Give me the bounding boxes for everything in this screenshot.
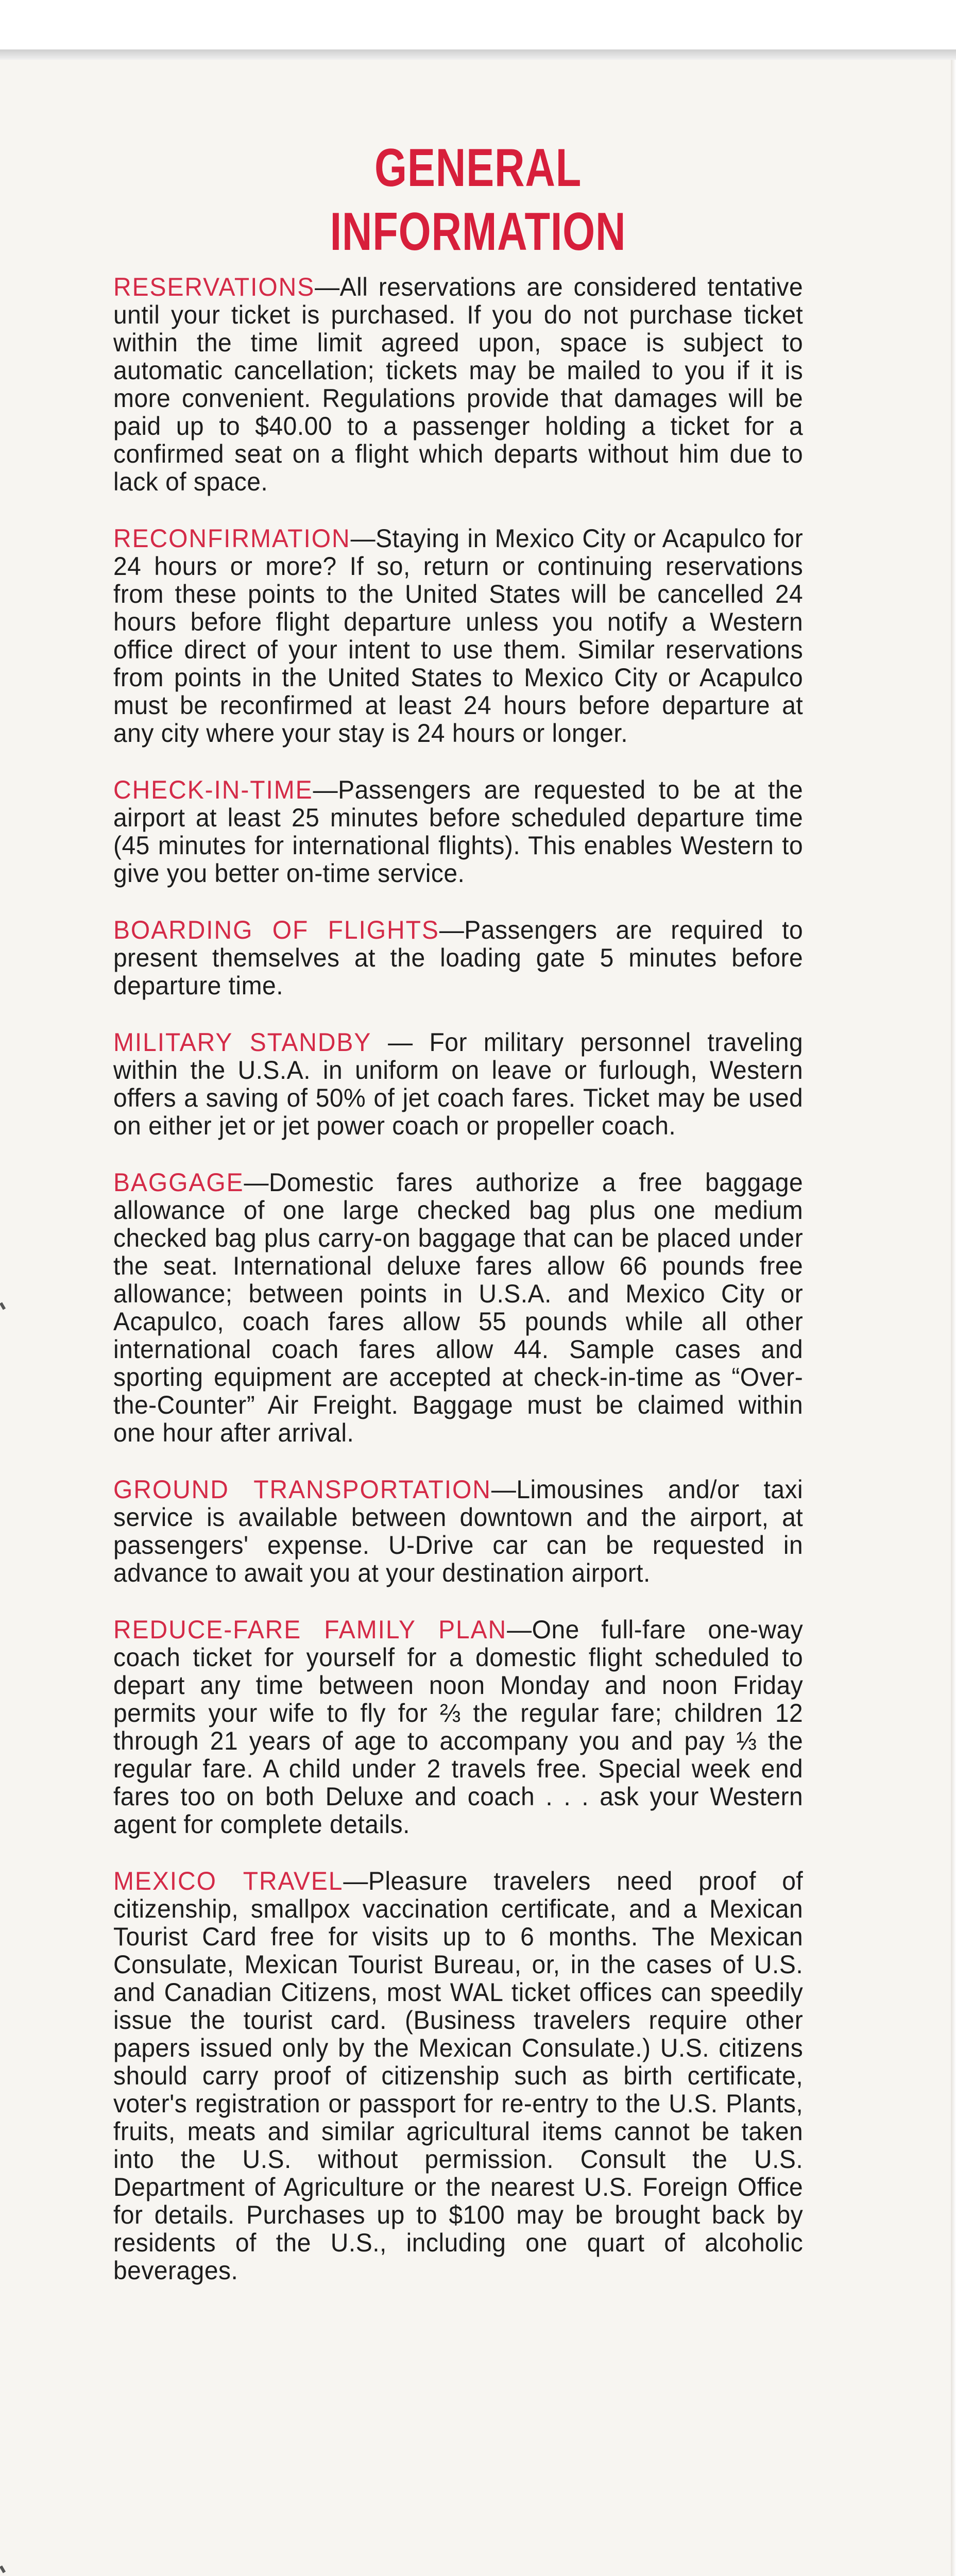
section-body: —Pleasure travelers need proof of citizenship, smallpox vaccination certificate, and a Mexican Tourist Card free for visits up to 6 months. The Mexican Consulate, Mexican Tourist Bureau, or, in the cases of U.S. and Canadian Citizens, most WAL ticket offices can speedily issue the tourist card. (Business travelers require other papers issued only by the Mexican Consulate.) U.S. citizens should carry proof of citizenship such as birth certificate, voter's registration or passport for re-entry to the U.S. Plants, fruits, meats and similar agricultural items cannot be taken into the U.S. without permission. Consult the U.S. Department of Agriculture or the nearest U.S. Foreign Office for details. Purchases up to $100 may be brought back by residents of the U.S., including one quart of alcoholic beverages.: [113, 1867, 804, 2285]
section-body: —Passengers are required to present themselves at the loading gate 5 minutes before departure time.: [113, 916, 804, 1000]
section-reconfirmation: [113, 524, 803, 747]
section-heading: BAGGAGE: [113, 1168, 244, 1197]
section-mexico-travel: [113, 1867, 803, 2284]
section-body: —All reservations are considered tentative until your ticket is purchased. If you do not purchase ticket within the time limit agreed upon, space is subject to automatic cancellation; tickets may be mailed to you if it is more convenient. Regulations provide that damages will be paid up to $40.00 to a passenger holding a ticket for a confirmed seat on a flight which departs without him due to lack of space.: [113, 273, 804, 496]
section-heading: RECONFIRMATION: [113, 524, 351, 553]
section-body: —Staying in Mexico City or Acapulco for 24 hours or more? If so, return or continuing reservations from these points to the United States will be cancelled 24 hours before flight departure unless you notify a Western office direct of your intent to use them. Similar reservations from points in the United States to Mexico City or Acapulco must be reconfirmed at least 24 hours before departure at any city where your stay is 24 hours or longer.: [113, 524, 804, 748]
section-reservations: [113, 273, 803, 496]
section-heading: BOARDING OF FLIGHTS: [113, 916, 439, 944]
section-heading: GROUND TRANSPORTATION: [113, 1475, 491, 1504]
section-heading: MILITARY STANDBY: [113, 1028, 372, 1057]
page-right-edge: [951, 60, 956, 2576]
page-top-margin: [0, 0, 956, 56]
section-boarding-of-flights: [113, 916, 803, 999]
section-heading: REDUCE-FARE FAMILY PLAN: [113, 1615, 507, 1644]
info-sections: [113, 273, 804, 2313]
section-body: —Domestic fares authorize a free baggage allowance of one large checked bag plus one medium checked bag plus carry-on baggage that can be placed under the seat. International deluxe fares allow 66 pounds free allowance; between points in U.S.A. and Mexico City or Acapulco, coach fares allow 55 pounds while all other international coach fares allow 44. Sample cases and sporting equipment are accepted at check-in-time as “Over-the-Counter” Air Freight. Baggage must be claimed within one hour after arrival.: [113, 1168, 804, 1447]
section-body: —One full-fare one-way coach ticket for yourself for a domestic flight scheduled to depart any time between noon Monday and noon Friday permits your wife to fly for ⅔ the regular fare; children 12 through 21 years of age to accompany you and pay ⅓ the regular fare. A child under 2 travels free. Special week end fares too on both Deluxe and coach . . . ask your Western agent for complete details.: [113, 1615, 804, 1839]
section-body: — For military personnel traveling within the U.S.A. in uniform on leave or furlough, Western offers a saving of 50% of jet coach fares. Ticket may be used on either jet or jet power coach or propeller coach.: [113, 1028, 804, 1140]
page-title-line-1: GENERAL: [374, 138, 582, 198]
page-edge-shadow: [0, 49, 956, 61]
section-heading: MEXICO TRAVEL: [113, 1867, 344, 1895]
section-body: —Passengers are requested to be at the airport at least 25 minutes before scheduled departure time (45 minutes for international flights). This enables Western to give you better on-time service.: [113, 775, 804, 888]
section-check-in-time: [113, 776, 803, 887]
section-ground-transportation: [113, 1476, 803, 1587]
section-body: —Limousines and/or taxi service is available between downtown and the airport, at passengers' expense. U-Drive car can be requested in advance to await you at your destination airport.: [113, 1475, 804, 1587]
section-heading: CHECK-IN-TIME: [113, 775, 313, 804]
section-heading: RESERVATIONS: [113, 273, 315, 301]
section-military-standby: [113, 1028, 803, 1140]
section-baggage: [113, 1168, 803, 1447]
section-reduce-fare-family-plan: [113, 1616, 803, 1838]
page-title-line-2: INFORMATION: [330, 202, 626, 262]
